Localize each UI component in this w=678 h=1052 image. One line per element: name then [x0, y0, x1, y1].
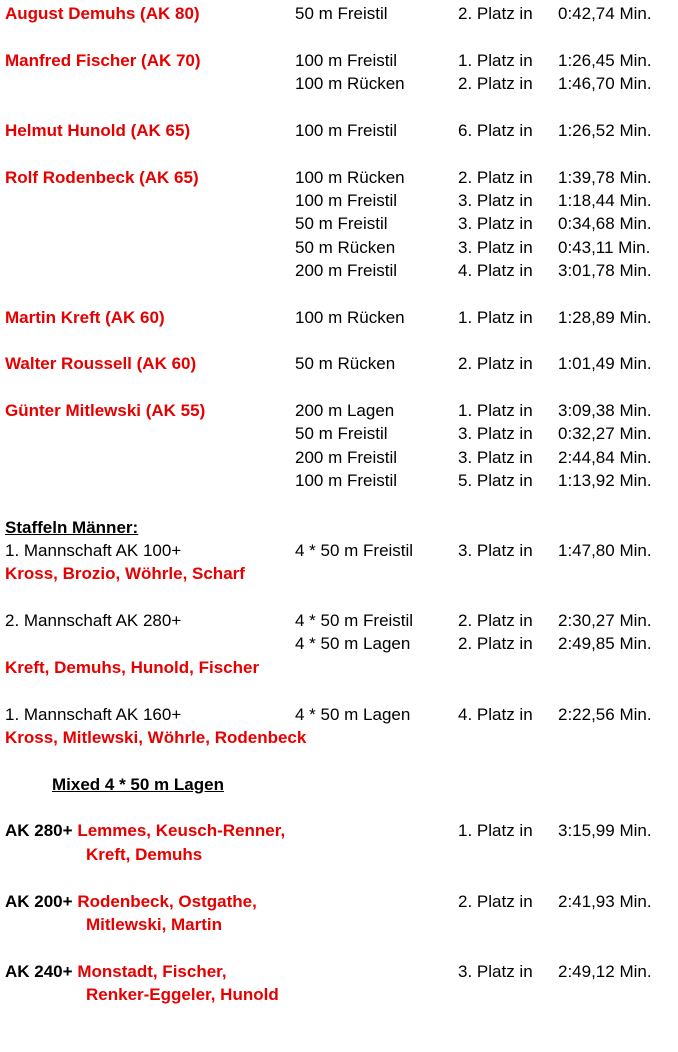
place: 2. Platz in [458, 634, 533, 653]
time: 1:46,70 Min. [558, 74, 652, 93]
mixed-heading: Mixed 4 * 50 m Lagen [52, 775, 224, 794]
event: 100 m Rücken [295, 308, 405, 327]
place: 2. Platz in [458, 611, 533, 630]
time: 1:26,52 Min. [558, 121, 652, 140]
time: 1:01,49 Min. [558, 354, 652, 373]
event: 50 m Rücken [295, 238, 396, 257]
place: 1. Platz in [458, 308, 533, 327]
result-row [0, 259, 678, 283]
time: 1:13,92 Min. [558, 471, 652, 490]
result-row [0, 422, 678, 446]
time: 0:34,68 Min. [558, 214, 652, 233]
event: 100 m Rücken [295, 168, 405, 187]
place: 3. Platz in [458, 424, 533, 443]
event: 4 * 50 m Freistil [295, 611, 414, 630]
place: 1. Platz in [458, 401, 533, 420]
place: 2. Platz in [458, 168, 533, 187]
time: 1:18,44 Min. [558, 191, 652, 210]
relay-members-row [0, 726, 678, 750]
team-members: Mitlewski, Martin [86, 915, 223, 934]
swimmer-name: Martin Kreft (AK 60) [5, 308, 165, 327]
event: 200 m Freistil [295, 448, 398, 467]
mixed-row [0, 960, 678, 984]
mixed-row-cont [0, 983, 678, 1007]
relay-row [0, 609, 678, 633]
time: 2:41,93 Min. [558, 892, 652, 911]
age-class: AK 280+ [5, 821, 73, 840]
event: 100 m Freistil [295, 471, 398, 490]
team-members: Kross, Brozio, Wöhrle, Scharf [5, 564, 245, 583]
place: 3. Platz in [458, 191, 533, 210]
time: 2:49,85 Min. [558, 634, 652, 653]
place: 5. Platz in [458, 471, 533, 490]
place: 2. Platz in [458, 354, 533, 373]
mixed-team [5, 819, 285, 843]
place: 1. Platz in [458, 821, 533, 840]
time: 2:30,27 Min. [558, 611, 652, 630]
result-row [0, 236, 678, 260]
place: 2. Platz in [458, 4, 533, 23]
time: 1:26,45 Min. [558, 51, 652, 70]
event: 200 m Lagen [295, 401, 395, 420]
mixed-row-cont [0, 913, 678, 937]
event: 50 m Freistil [295, 4, 388, 23]
time: 1:28,89 Min. [558, 308, 652, 327]
time: 0:43,11 Min. [558, 238, 651, 257]
time: 0:32,27 Min. [558, 424, 652, 443]
time: 1:39,78 Min. [558, 168, 652, 187]
place: 3. Platz in [458, 962, 533, 981]
event: 100 m Freistil [295, 121, 398, 140]
result-row [0, 2, 678, 26]
team-members: Lemmes, Keusch-Renner, [77, 821, 286, 840]
mixed-row-cont [0, 843, 678, 867]
mixed-row [0, 890, 678, 914]
time: 0:42,74 Min. [558, 4, 652, 23]
time: 2:44,84 Min. [558, 448, 652, 467]
place: 3. Platz in [458, 448, 533, 467]
team-name: 1. Mannschaft AK 100+ [5, 541, 182, 560]
swimmer-name: Manfred Fischer (AK 70) [5, 51, 201, 70]
team-members: Rodenbeck, Ostgathe, [77, 892, 257, 911]
swimmer-name: Günter Mitlewski (AK 55) [5, 401, 206, 420]
age-class: AK 240+ [5, 962, 73, 981]
team-members: Renker-Eggeler, Hunold [86, 985, 279, 1004]
place: 2. Platz in [458, 892, 533, 911]
result-row [0, 49, 678, 73]
time: 2:22,56 Min. [558, 705, 652, 724]
event: 100 m Freistil [295, 51, 398, 70]
relay-row [0, 703, 678, 727]
relay-heading: Staffeln Männer: [5, 518, 139, 537]
event: 100 m Rücken [295, 74, 405, 93]
section-heading [0, 516, 678, 540]
mixed-team [5, 960, 227, 984]
time: 1:47,80 Min. [558, 541, 652, 560]
event: 4 * 50 m Lagen [295, 634, 411, 653]
place: 4. Platz in [458, 261, 533, 280]
section-heading [0, 773, 678, 797]
relay-members-row [0, 562, 678, 586]
event: 200 m Freistil [295, 261, 398, 280]
relay-row [0, 632, 678, 656]
result-row [0, 446, 678, 470]
place: 1. Platz in [458, 51, 533, 70]
place: 2. Platz in [458, 74, 533, 93]
event: 4 * 50 m Lagen [295, 705, 411, 724]
swimmer-name: Helmut Hunold (AK 65) [5, 121, 191, 140]
time: 3:09,38 Min. [558, 401, 652, 420]
swimmer-name: August Demuhs (AK 80) [5, 4, 200, 23]
team-members: Kreft, Demuhs [86, 845, 203, 864]
result-row [0, 352, 678, 376]
result-row [0, 306, 678, 330]
event: 50 m Rücken [295, 354, 396, 373]
relay-row [0, 539, 678, 563]
result-row [0, 212, 678, 236]
event: 50 m Freistil [295, 424, 388, 443]
swimmer-name: Walter Roussell (AK 60) [5, 354, 197, 373]
result-row [0, 166, 678, 190]
mixed-team [5, 890, 257, 914]
result-row [0, 189, 678, 213]
age-class: AK 200+ [5, 892, 73, 911]
time: 3:01,78 Min. [558, 261, 652, 280]
result-row [0, 72, 678, 96]
mixed-row [0, 819, 678, 843]
team-members: Kreft, Demuhs, Hunold, Fischer [5, 658, 260, 677]
event: 50 m Freistil [295, 214, 388, 233]
relay-members-row [0, 656, 678, 680]
team-name: 2. Mannschaft AK 280+ [5, 611, 182, 630]
place: 3. Platz in [458, 541, 533, 560]
place: 3. Platz in [458, 238, 533, 257]
result-row [0, 469, 678, 493]
time: 2:49,12 Min. [558, 962, 652, 981]
time: 3:15,99 Min. [558, 821, 652, 840]
place: 4. Platz in [458, 705, 533, 724]
place: 3. Platz in [458, 214, 533, 233]
swimmer-name: Rolf Rodenbeck (AK 65) [5, 168, 199, 187]
place: 6. Platz in [458, 121, 533, 140]
event: 4 * 50 m Freistil [295, 541, 414, 560]
team-name: 1. Mannschaft AK 160+ [5, 705, 182, 724]
team-members: Monstadt, Fischer, [77, 962, 227, 981]
result-row [0, 399, 678, 423]
result-row [0, 119, 678, 143]
event: 100 m Freistil [295, 191, 398, 210]
team-members: Kross, Mitlewski, Wöhrle, Rodenbeck [5, 728, 307, 747]
